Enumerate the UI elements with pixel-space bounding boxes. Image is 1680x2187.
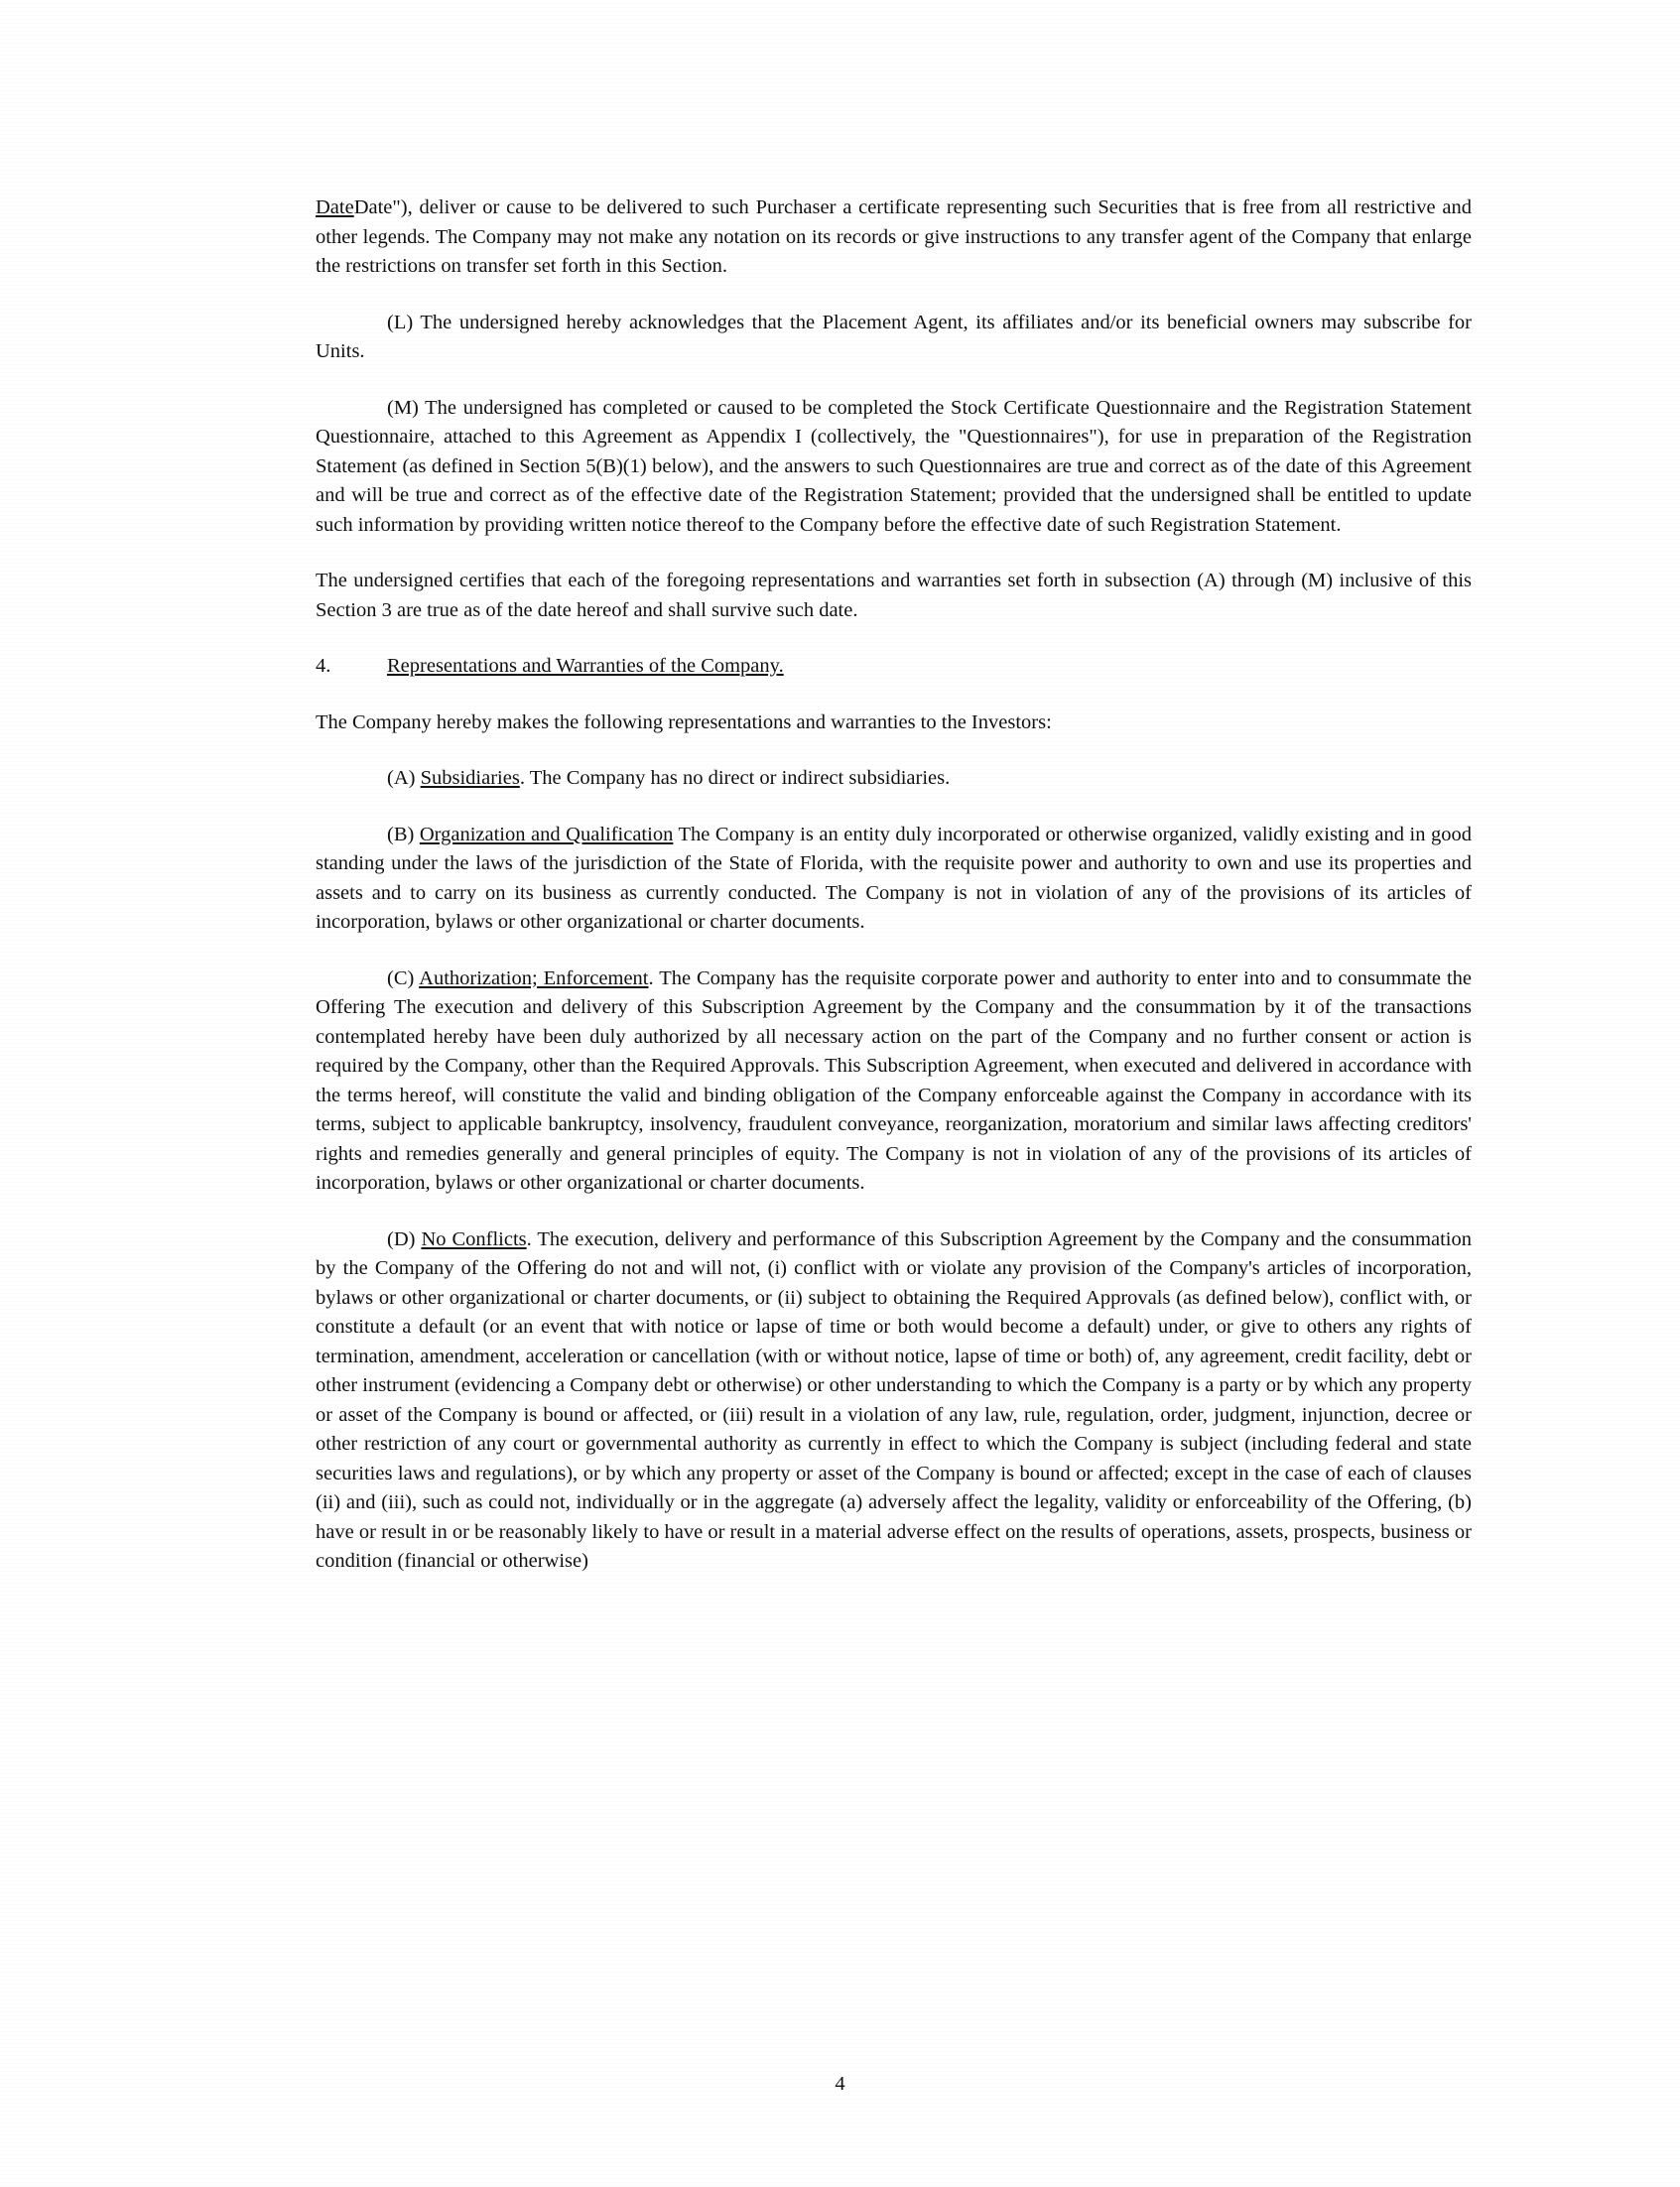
paragraph-date-continuation [316, 193, 1472, 282]
clause-C-text: . The Company has the requisite corporate power and authority to enter into and to consummate the Offering The execution and delivery of this Subscription Agreement by the Company and the consummation by it of the transactions contemplated hereby have been duly authorized by all necessary action on the part of the Company and no further consent or action is required by the Company, other than the Required Approvals. This Subscription Agreement, when executed and delivered in accordance with the terms hereof, will constitute the valid and binding obligation of the Company enforceable against the Company in accordance with its terms, subject to applicable bankruptcy, insolvency, fraudulent conveyance, reorganization, moratorium and similar laws affecting creditors' rights and remedies generally and general principles of equity. The Company is not in violation of any of the provisions of its articles of incorporation, bylaws or other organizational or charter documents. [316, 966, 1473, 1194]
paragraph-certification: The undersigned certifies that each of the foregoing representations and warranties set forth in subsection (A) through (M) inclusive of this Section 3 are true as of the date hereof and shall survive such date. [316, 570, 1472, 621]
paragraph-subsection-L: (L) The undersigned hereby acknowledges that the Placement Agent, its affiliates and/or its beneficial owners may subscribe for Units. [316, 311, 1472, 362]
clause-C-heading: Authorization; Enforcement [419, 966, 649, 989]
clause-D [316, 1225, 1472, 1577]
defined-term-date: Date [316, 196, 354, 218]
clause-C [316, 965, 1472, 1199]
clause-A-heading: Subsidiaries [420, 767, 520, 789]
paragraph-subsection-M: (M) The undersigned has completed or caused to be completed the Stock Certificate Questionnaire and the Registration Statement Questionnaire, attached to this Agreement as Appendix I (collectively, the "Questionnaires"), for use in preparation of the Registration Statement (as defined in Section 5(B)(1) below), and the answers to such Questionnaires are true and correct as of the date of this Agreement and will be true and correct as of the effective date of the Registration Statement; provided that the undersigned shall be entitled to update such information by providing written notice thereof to the Company before the effective date of such Registration Statement. [316, 396, 1472, 536]
clause-A-label: (A) [387, 767, 416, 789]
section-heading-4 [316, 652, 1472, 682]
clause-B-text: The Company is an entity duly incorporated or otherwise organized, validly existing and in good standing under the laws of the jurisdiction of the State of Florida, with the requisite power and authority to own and use its properties and assets and to carry on its business as currently conducted. The Company is not in violation of any of the provisions of its articles of incorporation, bylaws or other organizational or charter documents. [316, 823, 1472, 933]
section-number: 4. [316, 655, 331, 677]
clause-B-heading: Organization and Qualification [419, 823, 674, 845]
clause-D-label: (D) [387, 1227, 416, 1250]
clause-C-label: (C) [387, 966, 415, 989]
clause-D-heading: No Conflicts [421, 1227, 527, 1250]
section-lead-in: The Company hereby makes the following representations and warranties to the Investors: [316, 710, 1052, 733]
clause-B-label: (B) [387, 823, 415, 845]
clause-A [316, 764, 1472, 794]
paragraph-date-continuation-text: Date"), deliver or cause to be delivered to such Purchaser a certificate representing such Securities that is free from all restrictive and other legends. The Company may not make any notation on its records or give instructions to any transfer agent of the Company that enlarge the restrictions on transfer set forth in this Section. [316, 196, 1472, 277]
clause-B [316, 821, 1472, 938]
page-number: 4 [835, 2073, 845, 2095]
clause-D-text: . The execution, delivery and performance of this Subscription Agreement by the Company and the consummation by the Company of the Offering do not and will not, (i) conflict with or violate any provision of the Company's articles of incorporation, bylaws or other organizational or charter documents, or (ii) subject to obtaining the Required Approvals (as defined below), conflict with, or constitute a default (or an event that with notice or lapse of time or both would become a default) under, or give to others any rights of termination, amendment, acceleration or cancellation (with or without notice, lapse of time or both) of, any agreement, credit facility, debt or other instrument (evidencing a Company debt or otherwise) or other understanding to which the Company is a party or by which any property or asset of the Company is bound or affected, or (iii) result in a violation of any law, rule, regulation, order, judgment, injunction, decree or other restriction of any court or governmental authority as currently in effect to which the Company is subject (including federal and state securities laws and regulations), or by which any property or asset of the Company is bound or affected; except in the case of each of clauses (ii) and (iii), such as could not, individually or in the aggregate (a) adversely affect the legality, validity or enforceability of the Offering, (b) have or result in or be reasonably likely to have or result in a material adverse effect on the results of operations, assets, prospects, business or condition (financial or otherwise) [316, 1227, 1473, 1572]
section-title: Representations and Warranties of the Company. [387, 655, 784, 677]
document-body [316, 193, 1472, 1577]
clause-A-text: . The Company has no direct or indirect subsidiaries. [519, 767, 951, 789]
